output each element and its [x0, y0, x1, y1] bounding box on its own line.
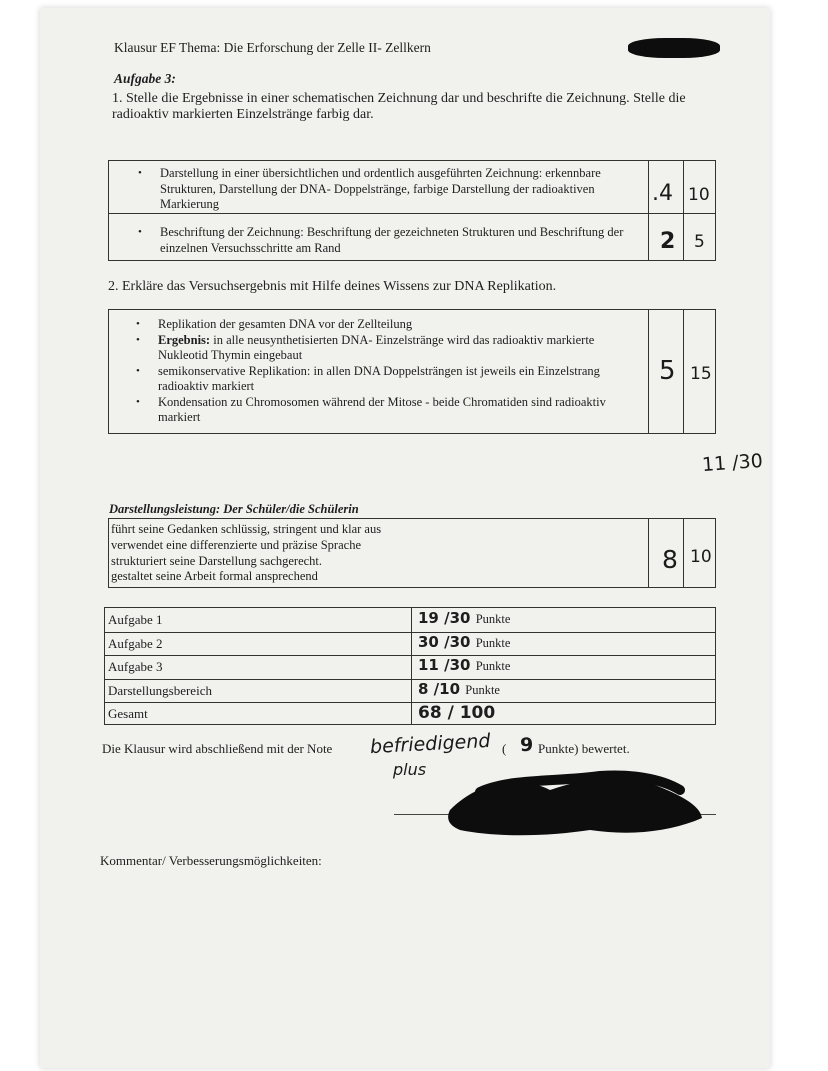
table-divider — [411, 607, 412, 725]
summary-row — [105, 608, 715, 633]
grade-points: 9 — [520, 734, 534, 756]
table-divider — [683, 160, 684, 261]
summary-points: 8 /10 — [418, 679, 461, 698]
table-divider — [648, 309, 649, 434]
summary-row — [105, 632, 715, 657]
summary-row — [105, 679, 715, 704]
criteria-list — [158, 317, 644, 426]
grade-suffix: Punkte) bewertet. — [538, 741, 630, 756]
exam-title: Klausur EF Thema: Die Erforschung der Zelle II- Zellkern — [114, 40, 431, 55]
presentation-line: führt seine Gedanken schlüssig, stringent und klar aus — [111, 522, 382, 536]
presentation-criteria — [111, 522, 641, 585]
criterion-bold: Ergebnis: — [158, 332, 211, 347]
table-divider — [108, 213, 716, 214]
summary-label: Aufgabe 1 — [108, 612, 163, 627]
table-divider — [683, 518, 684, 588]
criterion-text: Kondensation zu Chromosomen während der Mitose - beide Chromatiden sind radioaktiv markiert — [158, 394, 606, 424]
summary-value — [418, 680, 500, 698]
table-divider — [648, 518, 649, 588]
score-value: .4 — [652, 181, 673, 206]
summary-unit: Punkte — [475, 659, 511, 673]
summary-unit: Punkte — [475, 612, 511, 626]
grade-note: befriedigend — [369, 729, 491, 759]
summary-unit: Punkte — [475, 635, 511, 650]
max-points: 10 — [690, 547, 712, 567]
criterion-row — [160, 166, 642, 213]
criterion-text: in alle neusynthetisierten DNA- Einzelstränge wird das radioaktiv markierte Nukleotid Thymin eingebaut — [158, 332, 595, 362]
criterion-row — [160, 225, 642, 256]
summary-points: 30 /30 — [418, 632, 471, 651]
presentation-line: strukturiert seine Darstellung sachgerecht. — [111, 553, 323, 568]
table-divider — [683, 309, 684, 434]
task-2-text: 2. Erkläre das Versuchsergebnis mit Hilfe deines Wissens zur DNA Replikation. — [108, 279, 557, 294]
score-value: 8 — [662, 545, 678, 574]
criterion-item — [158, 333, 644, 364]
grade-paren: ( — [502, 741, 507, 756]
summary-value — [418, 609, 510, 627]
task-1-text: 1. Stelle die Ergebnisse in einer schematischen Zeichnung dar und beschrifte die Zeichnung. Stelle die radioaktiv markierten Einzelstränge farbig dar. — [112, 91, 686, 122]
summary-row — [105, 702, 715, 726]
table-divider — [648, 160, 649, 261]
criterion-text: • Darstellung in einer übersichtlichen und ordentlich ausgeführten Zeichnung: erkennbare Strukturen, Darstellung der DNA- Doppelstränge, farbige Darstellung der radioaktiven Markierung — [160, 166, 642, 213]
criterion-text: semikonservative Replikation: in allen DNA Doppelsträngen ist jeweils ein Einzelstrang radioaktiv markiert — [158, 363, 600, 393]
comment-label: Kommentar/ Verbesserungsmöglichkeiten: — [100, 853, 322, 868]
summary-points: 11 /30 — [418, 656, 471, 674]
presentation-line: verwendet eine differenzierte und präzise Sprache — [111, 537, 361, 552]
summary-unit: Punkte — [465, 682, 500, 697]
grade-prefix: Die Klausur wird abschließend mit der Note — [102, 741, 333, 756]
task-heading: Aufgabe 3: — [114, 71, 176, 86]
criterion-item — [158, 395, 644, 426]
criterion-text: • Beschriftung der Zeichnung: Beschriftung der gezeichneten Strukturen und Beschriftung der einzelnen Versuchsschritte am Rand — [160, 225, 642, 256]
max-points: 15 — [690, 364, 712, 384]
criterion-item — [158, 317, 644, 333]
task-total: 11 /30 — [701, 449, 764, 477]
summary-value — [418, 656, 510, 674]
summary-value — [418, 633, 510, 651]
summary-label: Darstellungsbereich — [108, 682, 212, 698]
max-points: 10 — [688, 185, 710, 205]
summary-label: Aufgabe 2 — [108, 635, 163, 651]
presentation-line: gestaltet seine Arbeit formal ansprechend — [111, 569, 318, 584]
presentation-heading: Darstellungsleistung: Der Schüler/die Schülerin — [109, 502, 359, 516]
grade-note-extra: plus — [393, 760, 427, 779]
criterion-text: Replikation der gesamten DNA vor der Zellteilung — [158, 317, 413, 331]
redacted-name — [628, 38, 720, 58]
max-points: 5 — [694, 232, 705, 252]
summary-label: Gesamt — [108, 706, 148, 721]
summary-label: Aufgabe 3 — [108, 659, 163, 674]
score-value: 5 — [659, 356, 676, 386]
summary-table — [104, 607, 716, 725]
summary-points: 19 /30 — [418, 609, 471, 627]
criterion-item — [158, 364, 644, 395]
summary-row — [105, 655, 715, 680]
score-value: 2 — [660, 229, 676, 254]
redacted-signature — [440, 770, 710, 840]
summary-points: 68 / 100 — [418, 703, 496, 723]
summary-value — [418, 703, 495, 723]
